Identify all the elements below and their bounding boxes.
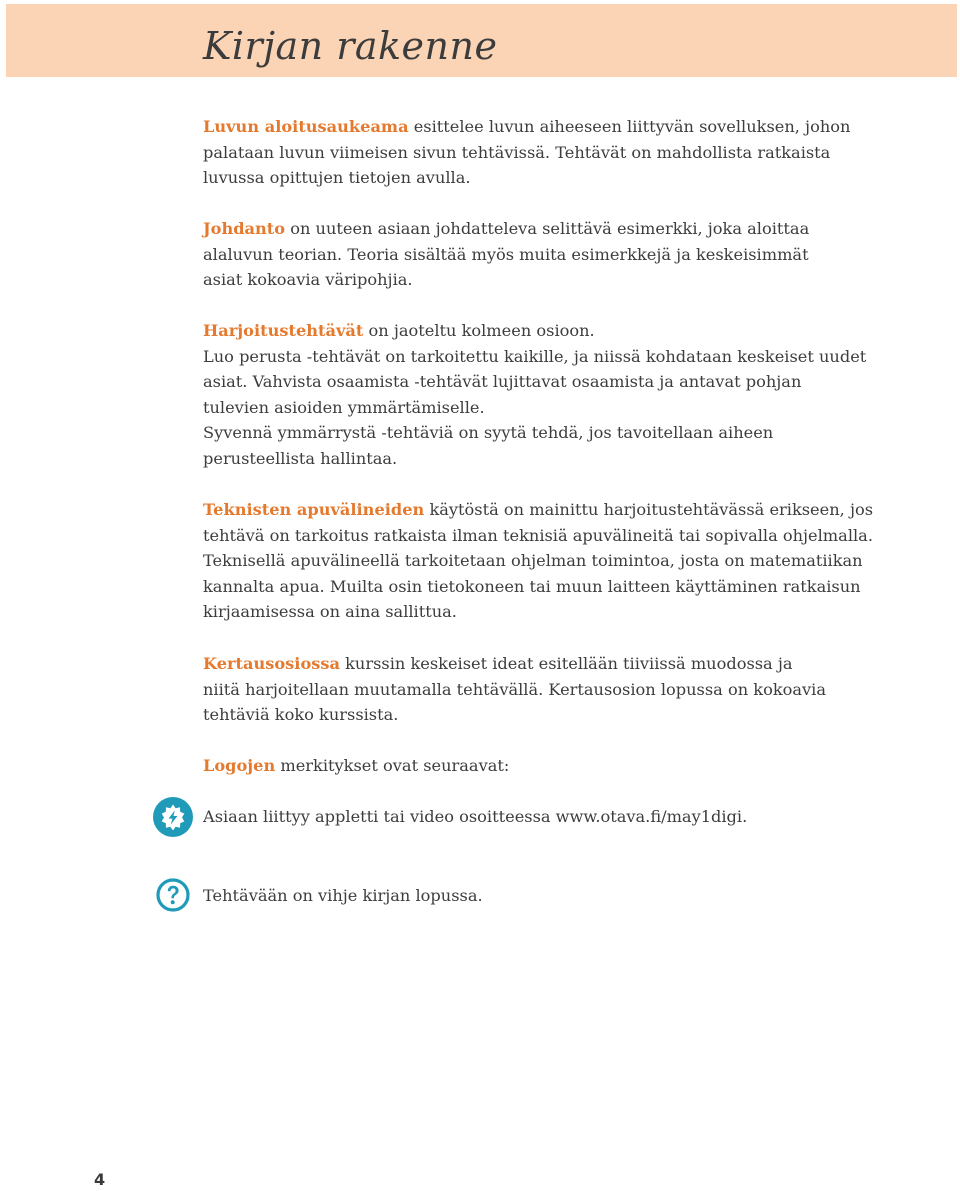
text-line: kurssin keskeiset ideat esitellään tiiviissä muodossa ja bbox=[339, 654, 793, 673]
paragraph-intro bbox=[203, 114, 883, 191]
term-kertausosiossa: Kertausosiossa bbox=[203, 654, 340, 673]
text-line: perusteellista hallintaa. bbox=[203, 448, 398, 468]
text-line: tulevien asioiden ymmärtämiselle. bbox=[203, 397, 485, 417]
text-line: Teknisellä apuvälineellä tarkoitetaan ohjelman toimintoa, josta on matematiikan bbox=[203, 551, 863, 571]
text-line: luvussa opittujen tietojen avulla. bbox=[203, 168, 471, 188]
paragraph-teknisten-apuvalineiden bbox=[203, 497, 883, 625]
paragraph-johdanto bbox=[203, 216, 883, 293]
text-line: asiat kokoavia väripohjia. bbox=[203, 270, 413, 290]
text-line: merkitykset ovat seuraavat: bbox=[275, 756, 510, 775]
text-line: palataan luvun viimeisen sivun tehtävissä. Tehtävät on mahdollista ratkaista bbox=[203, 142, 831, 162]
paragraph-kertausosiossa bbox=[203, 651, 883, 728]
hint-question-icon bbox=[153, 876, 193, 916]
paragraph-logojen bbox=[203, 753, 883, 779]
term-harjoitustehtavat: Harjoitustehtävät bbox=[203, 321, 364, 340]
logo-description: Tehtävään on vihje kirjan lopussa. bbox=[203, 886, 483, 906]
applet-video-icon bbox=[153, 797, 193, 837]
page-title: Kirjan rakenne bbox=[203, 24, 498, 68]
text-line: käytöstä on mainittu harjoitustehtävässä erikseen, jos bbox=[424, 500, 874, 519]
logo-description: Asiaan liittyy appletti tai video osoitteessa www.otava.fi/may1digi. bbox=[203, 807, 748, 827]
term-johdanto: Johdanto bbox=[203, 219, 286, 238]
text-line: on jaoteltu kolmeen osioon. bbox=[363, 321, 595, 340]
term-teknisten-apuvalineiden: Teknisten apuvälineiden bbox=[203, 500, 425, 519]
logo-row-applet bbox=[153, 797, 747, 837]
term-logojen: Logojen bbox=[203, 756, 276, 775]
page-number: 4 bbox=[94, 1170, 106, 1189]
text-line: esittelee luvun aiheeseen liittyvän sovelluksen, johon bbox=[408, 117, 851, 136]
text-line: on uuteen asiaan johdatteleva selittävä esimerkki, joka aloittaa bbox=[285, 219, 810, 238]
text-line: Syvennä ymmärrystä -tehtäviä on syytä tehdä, jos tavoitellaan aiheen bbox=[203, 423, 774, 443]
text-line: Luo perusta -tehtävät on tarkoitettu kaikille, ja niissä kohdataan keskeiset uudet bbox=[203, 346, 867, 366]
text-line: kannalta apua. Muilta osin tietokoneen tai muun laitteen käyttäminen ratkaisun bbox=[203, 576, 861, 596]
term-luvun-aloitusaukeama: Luvun aloitusaukeama bbox=[203, 117, 409, 136]
logo-row-hint bbox=[153, 876, 483, 916]
text-line: niitä harjoitellaan muutamalla tehtävällä. Kertausosion lopussa on kokoavia bbox=[203, 679, 826, 699]
text-line: asiat. Vahvista osaamista -tehtävät lujittavat osaamista ja antavat pohjan bbox=[203, 372, 802, 392]
text-line: kirjaamisessa on aina sallittua. bbox=[203, 602, 457, 622]
text-line: tehtäviä koko kurssista. bbox=[203, 705, 399, 725]
paragraph-harjoitustehtavat bbox=[203, 318, 883, 472]
text-line: alaluvun teorian. Teoria sisältää myös muita esimerkkejä ja keskeisimmät bbox=[203, 244, 809, 264]
text-line: tehtävä on tarkoitus ratkaista ilman teknisiä apuvälineitä tai sopivalla ohjelmalla. bbox=[203, 525, 873, 545]
